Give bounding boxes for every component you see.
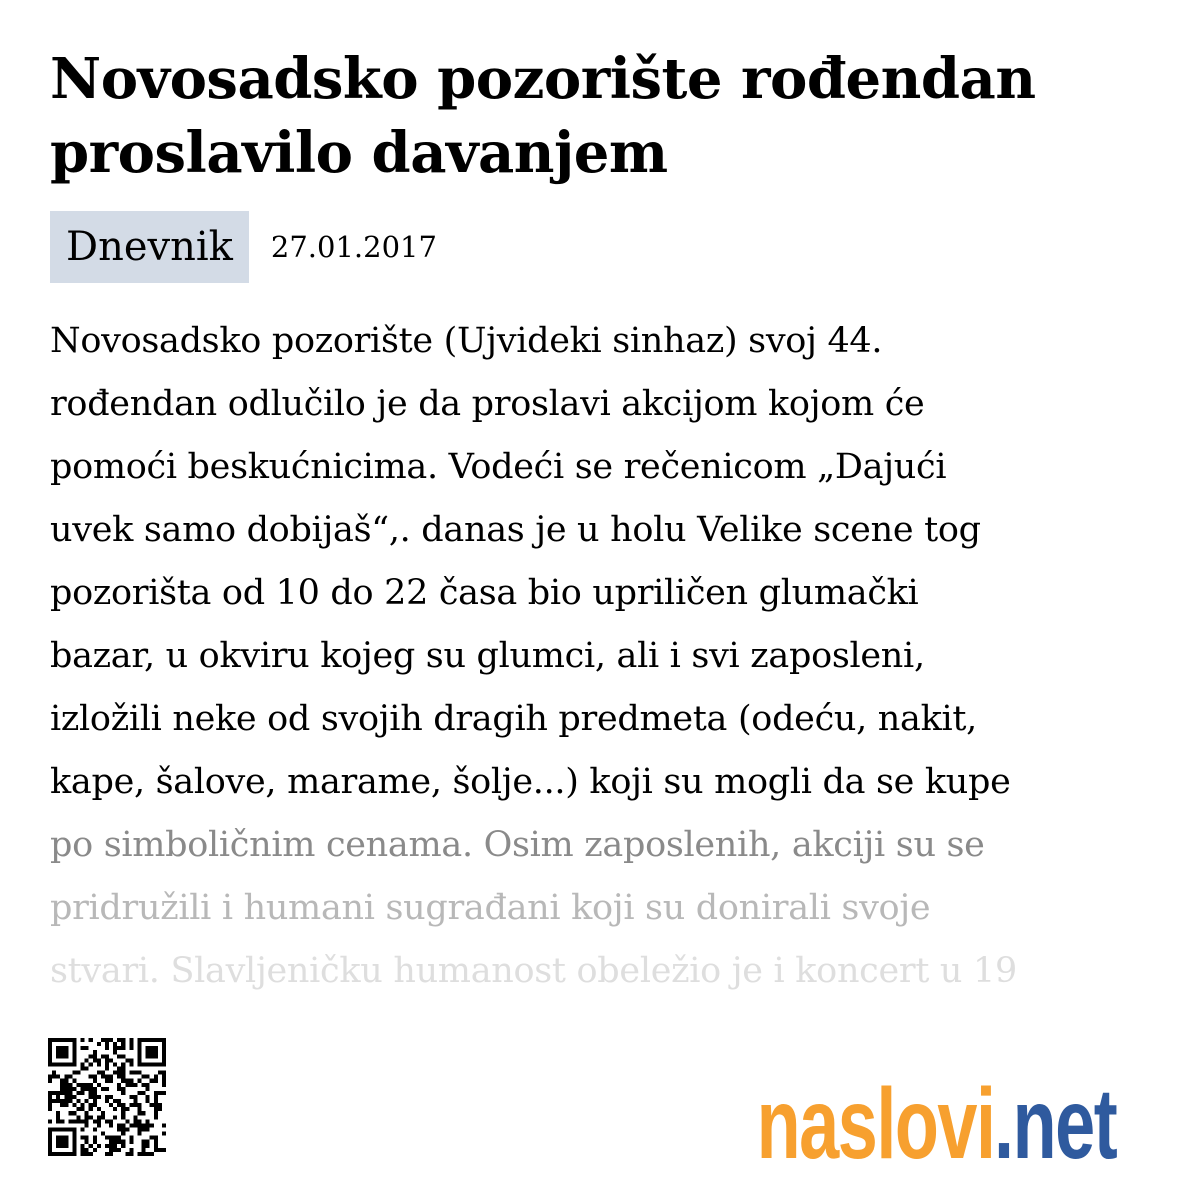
body-line: rođendan odlučilo je da proslavi akcijom kojom će [50,384,925,424]
article-meta [50,211,437,283]
body-line: kape, šalove, marame, šolje...) koji su mogli da se kupe [50,762,1011,802]
body-line-faded: pridružili i humani sugrađani koji su donirali svoje [50,888,931,928]
article-body [50,310,1170,1000]
body-line: izložili neke od svojih dragih predmeta (odeću, nakit, [50,699,977,739]
body-line: uvek samo dobijaš“,. danas je u holu Velike scene tog [50,510,981,550]
logo-primary-text: naslovi [756,1068,995,1180]
qr-code-icon[interactable] [48,1038,166,1156]
source-badge[interactable]: Dnevnik [50,211,249,283]
logo-secondary-text: .net [994,1068,1117,1180]
body-line-faded: po simboličnim cenama. Osim zaposlenih, akciji su se [50,825,985,865]
article-date: 27.01.2017 [270,230,437,264]
body-line: pomoći beskućnicima. Vodeći se rečenicom „Dajući [50,447,947,487]
body-line-faded: stvari. Slavljeničku humanost obeležio je i koncert u 19 [50,951,1017,991]
body-line: Novosadsko pozorište (Ujvideki sinhaz) svoj 44. [50,321,883,361]
article-body-text [50,310,1170,1000]
article-title: Novosadsko pozorište rođendan proslavilo davanjem [50,46,1036,186]
body-line: bazar, u okviru kojeg su glumci, ali i svi zaposleni, [50,636,925,676]
naslovi-logo[interactable] [664,1062,1164,1180]
body-line: pozorišta od 10 do 22 časa bio upriličen glumački [50,573,919,613]
